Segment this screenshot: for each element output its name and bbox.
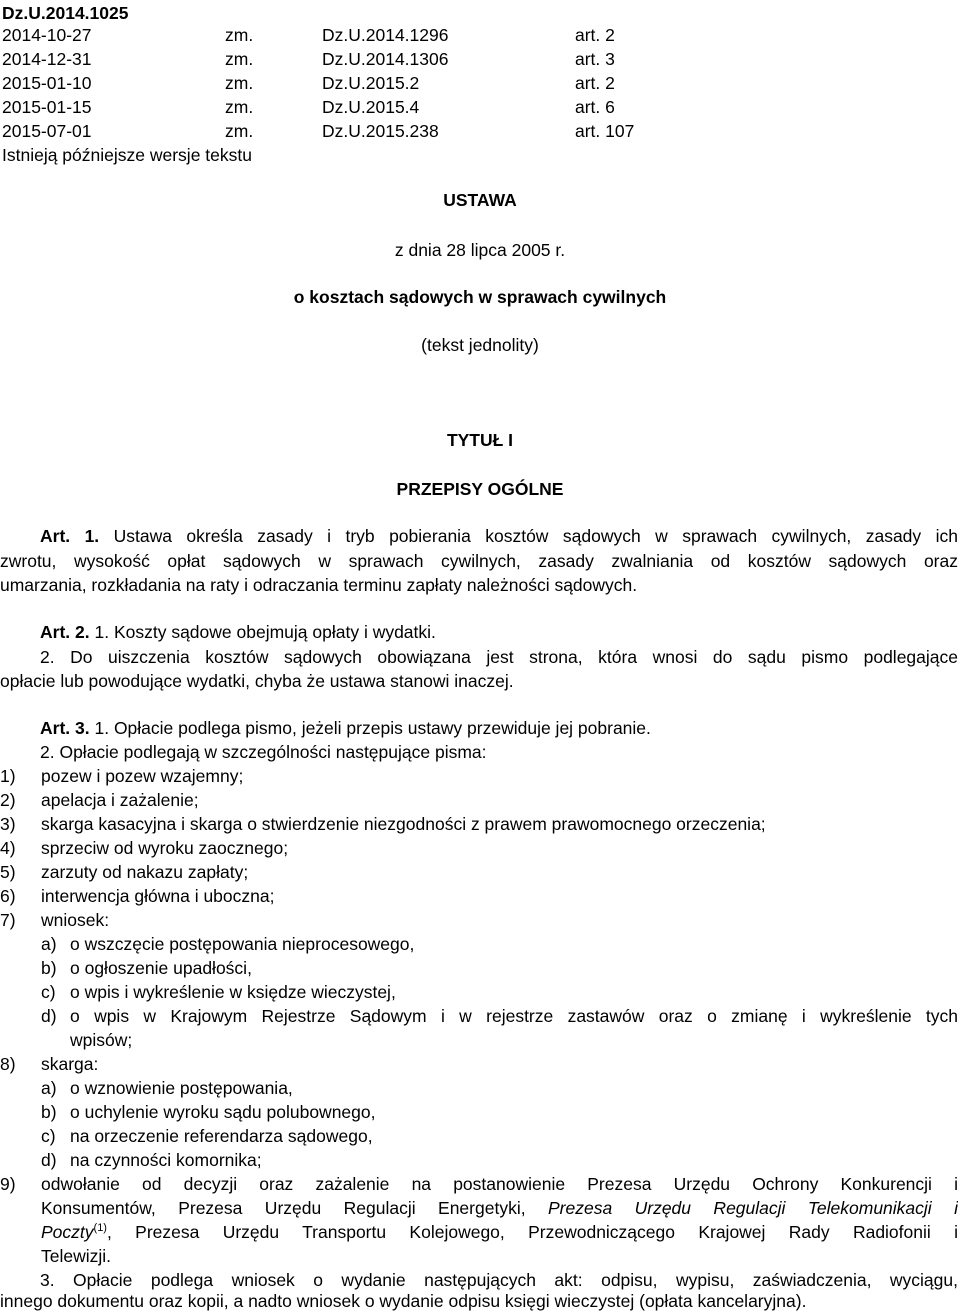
later-versions-note: Istnieją późniejsze wersje tekstu bbox=[2, 145, 252, 165]
amendment-art: art. 2 bbox=[575, 25, 615, 45]
list-item: skarga kasacyjna i skarga o stwierdzenie niezgodności z prawem prawomocnego orzeczenia; bbox=[41, 814, 766, 834]
sublist-item: o wpis i wykreślenie w księdze wieczystej, bbox=[70, 982, 396, 1002]
amendment-date: 2014-10-27 bbox=[2, 25, 92, 45]
list-item: zarzuty od nakazu zapłaty; bbox=[41, 862, 249, 882]
sublist-item: o wznowienie postępowania, bbox=[70, 1078, 293, 1098]
amendment-source: Dz.U.2015.2 bbox=[322, 73, 420, 93]
amendment-zm: zm. bbox=[225, 97, 254, 117]
list-item: pozew i pozew wzajemny; bbox=[41, 766, 244, 786]
amendment-zm: zm. bbox=[225, 121, 254, 141]
sublist-item-cont: wpisów; bbox=[70, 1030, 133, 1050]
amendment-zm: zm. bbox=[225, 49, 254, 69]
list-item-num: 4) bbox=[0, 838, 16, 858]
amendment-date: 2015-01-10 bbox=[2, 73, 92, 93]
list-item-9-italic: Prezesa Urzędu Regulacji Telekomunikacji i bbox=[548, 1198, 958, 1218]
list-item-9-italic: Poczty bbox=[41, 1222, 94, 1242]
amendment-date: 2015-07-01 bbox=[2, 121, 92, 141]
list-item: wniosek: bbox=[41, 910, 110, 930]
list-item-num: 2) bbox=[0, 790, 16, 810]
list-item-num: 6) bbox=[0, 886, 16, 906]
title-heading: TYTUŁ I bbox=[446, 430, 514, 450]
document-reference: Dz.U.2014.1025 bbox=[2, 3, 129, 23]
amendment-source: Dz.U.2015.238 bbox=[322, 121, 439, 141]
amendment-source: Dz.U.2014.1306 bbox=[322, 49, 449, 69]
sublist-item-num: c) bbox=[41, 982, 56, 1002]
amendment-art: art. 2 bbox=[575, 73, 615, 93]
art2-p2-line1: 2. Do uiszczenia kosztów sądowych obowiązana jest strona, która wnosi do sądu pismo podlegające bbox=[40, 647, 958, 667]
art2-p1-text: 1. Koszty sądowe obejmują opłaty i wydatki. bbox=[94, 622, 436, 642]
art1-line3: umarzania, rozkładania na raty i odraczania terminu zapłaty należności sądowych. bbox=[0, 575, 638, 595]
list-item-9-line3 bbox=[41, 1221, 958, 1243]
amendment-art: art. 6 bbox=[575, 97, 615, 117]
list-item-num: 7) bbox=[0, 910, 16, 930]
sublist-item-num: a) bbox=[41, 1078, 57, 1098]
art3-label: Art. 3. bbox=[40, 718, 90, 738]
act-date: z dnia 28 lipca 2005 r. bbox=[394, 240, 566, 260]
sublist-item-num: b) bbox=[41, 958, 57, 978]
art1-text: Ustawa określa zasady i tryb pobierania kosztów sądowych w sprawach cywilnych, zasady ich bbox=[113, 526, 958, 546]
sublist-item: o wszczęcie postępowania nieprocesowego, bbox=[70, 934, 415, 954]
amendment-art: art. 3 bbox=[575, 49, 615, 69]
amendment-source: Dz.U.2014.1296 bbox=[322, 25, 449, 45]
art3-p1 bbox=[40, 717, 651, 739]
list-item: sprzeciw od wyroku zaocznego; bbox=[41, 838, 289, 858]
list-item-num: 8) bbox=[0, 1054, 16, 1074]
art3-p2: 2. Opłacie podlegają w szczególności następujące pisma: bbox=[40, 742, 487, 762]
amendment-art: art. 107 bbox=[575, 121, 635, 141]
sublist-item-num: a) bbox=[41, 934, 57, 954]
section-heading: PRZEPISY OGÓLNE bbox=[396, 479, 564, 499]
list-item-9-line4: Telewizji. bbox=[41, 1246, 112, 1266]
act-type-heading: USTAWA bbox=[443, 190, 517, 210]
list-item-num: 1) bbox=[0, 766, 16, 786]
sublist-item: o ogłoszenie upadłości, bbox=[70, 958, 252, 978]
list-item-num: 9) bbox=[0, 1174, 16, 1194]
art3-p3-line2: innego dokumentu oraz kopii, a nadto wniosek o wydanie odpisu księgi wieczystej (opłata kancelaryjna). bbox=[0, 1291, 807, 1311]
list-item-9-text: , Prezesa Urzędu Transportu Kolejowego, Przewodniczącego Krajowej Rady Radiofonii i bbox=[106, 1222, 958, 1242]
sublist-item: o uchylenie wyroku sądu polubownego, bbox=[70, 1102, 376, 1122]
list-item-9-line1: odwołanie od decyzji oraz zażalenie na postanowienie Prezesa Urzędu Ochrony Konkurencji i bbox=[41, 1174, 958, 1194]
sublist-item-num: b) bbox=[41, 1102, 57, 1122]
amendment-zm: zm. bbox=[225, 25, 254, 45]
sublist-item: na czynności komornika; bbox=[70, 1150, 262, 1170]
art1-line2: zwrotu, wysokość opłat sądowych w sprawach cywilnych, zasady zwalniania od kosztów sądowych oraz bbox=[0, 551, 958, 571]
art1-line1 bbox=[40, 525, 958, 547]
list-item: apelacja i zażalenie; bbox=[41, 790, 199, 810]
amendment-date: 2015-01-15 bbox=[2, 97, 92, 117]
art2-label: Art. 2. bbox=[40, 622, 90, 642]
amendment-zm: zm. bbox=[225, 73, 254, 93]
list-item-9-line2 bbox=[41, 1197, 958, 1219]
list-item-num: 5) bbox=[0, 862, 16, 882]
sublist-item-num: c) bbox=[41, 1126, 56, 1146]
art3-p3-line1: 3. Opłacie podlega wniosek o wydanie następujących akt: odpisu, wypisu, zaświadczenia, wyciągu, bbox=[40, 1270, 958, 1290]
list-item-num: 3) bbox=[0, 814, 16, 834]
amendment-date: 2014-12-31 bbox=[2, 49, 92, 69]
sublist-item: o wpis w Krajowym Rejestrze Sądowym i w rejestrze zastawów oraz o zmianę i wykreślenie tych bbox=[70, 1006, 958, 1026]
art3-p1-text: 1. Opłacie podlega pismo, jeżeli przepis ustawy przewiduje jej pobranie. bbox=[94, 718, 651, 738]
list-item: skarga: bbox=[41, 1054, 99, 1074]
sublist-item-num: d) bbox=[41, 1150, 57, 1170]
art2-p1 bbox=[40, 621, 436, 643]
act-note: (tekst jednolity) bbox=[421, 335, 539, 355]
art2-p2-line2: opłacie lub powodujące wydatki, chyba że ustawa stanowi inaczej. bbox=[0, 671, 514, 691]
amendment-source: Dz.U.2015.4 bbox=[322, 97, 420, 117]
art1-label: Art. 1. bbox=[40, 526, 100, 546]
act-subject: o kosztach sądowych w sprawach cywilnych bbox=[293, 287, 667, 307]
sublist-item: na orzeczenie referendarza sądowego, bbox=[70, 1126, 373, 1146]
sublist-item-num: d) bbox=[41, 1006, 57, 1026]
footnote-marker[interactable]: (1) bbox=[93, 1222, 107, 1234]
list-item-9-text: Konsumentów, Prezesa Urzędu Regulacji Energetyki, bbox=[41, 1198, 526, 1218]
list-item: interwencja główna i uboczna; bbox=[41, 886, 275, 906]
